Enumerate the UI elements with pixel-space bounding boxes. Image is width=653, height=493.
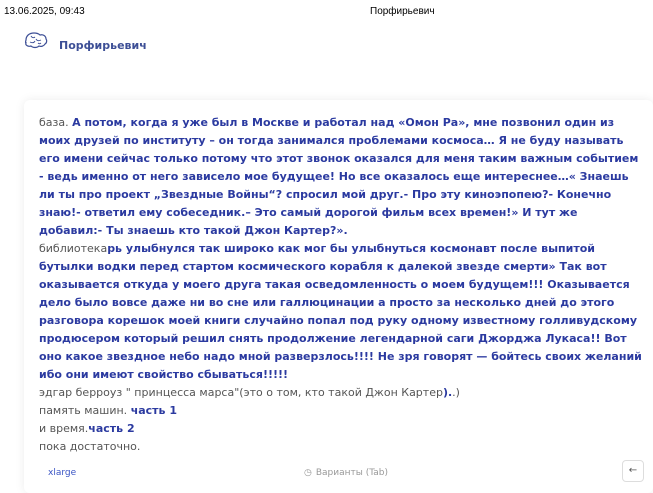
paragraph-1 (39, 114, 644, 240)
print-datetime: 13.06.2025, 09:43 (4, 6, 85, 17)
arrow-left-icon: ← (628, 465, 638, 476)
paragraph-3 (39, 384, 644, 402)
plain-text: библиотека (39, 242, 108, 255)
app-header (22, 30, 322, 58)
plain-text: пока достаточно. (39, 440, 141, 453)
paragraph-5 (39, 420, 644, 438)
clock-icon: ◷ (304, 468, 312, 478)
generated-text: рь улыбнулся так широко как мог бы улыбнуться космонавт после выпитой бутылки водки перед стартом космического корабля к далекой звезде смерти» Так вот оказывается откуда у моего друга такая осведомленность о моем будущем!!! Оказывается дело было вовсе даже ни во сне или галлюцинации а просто за несколько дней до этого разговора корешок моей книги случайно попал под руку одному известному голливудскому продюсером который решил снять продолжение легендарной саги Джорджа Лукаса!! Вот оно какое звездное небо надо мной разверзлось!!!! Не зря говорят — бойтесь своих желаний ибо они имеют свойство сбываться!!!!! (39, 242, 642, 381)
paragraph-6 (39, 438, 644, 456)
model-selector[interactable]: xlarge (48, 468, 77, 478)
plain-text: память машин. (39, 404, 131, 417)
brain-icon[interactable] (22, 30, 48, 50)
variants-label: Варианты (Tab) (315, 468, 388, 478)
editor-card (24, 100, 653, 493)
plain-text: эдгар берроуз " принцесса марса"(это о том, кто такой Джон Картер (39, 386, 443, 399)
back-button[interactable] (622, 460, 644, 482)
variants-button[interactable] (304, 468, 388, 478)
generated-text: А потом, когда я уже был в Москве и работал над «Омон Ра», мне позвонил один из моих друзей по институту – он тогда занимался проблемами космоса… Я не буду называть его имени сейчас только потому что этот звонок оказался для меня таким важным событием - ведь именно от него зависело мое будущее! Но все оказалось еще интереснее…« Знаешь ли ты про проект „Звездные Войны“? спросил мой друг.- Про эту киноэпопею?- Конечно знаю!- ответил ему собеседник.– Это самый дорогой фильм всех времен!» И тут же добавил:- Ты знаешь кто такой Джон Картер?». (39, 116, 639, 237)
brand-name[interactable]: Порфирьевич (59, 39, 147, 52)
plain-text-tail: .) (452, 386, 460, 399)
generated-text: часть 2 (88, 422, 135, 435)
paragraph-4 (39, 402, 644, 420)
generated-text: часть 1 (130, 404, 177, 417)
plain-text: и время. (39, 422, 89, 435)
paragraph-2 (39, 240, 644, 384)
generated-text: ). (442, 386, 453, 399)
print-title: Порфирьевич (370, 6, 435, 17)
text-editor[interactable] (39, 114, 644, 456)
print-header (0, 0, 653, 20)
plain-text: база. (39, 116, 73, 129)
